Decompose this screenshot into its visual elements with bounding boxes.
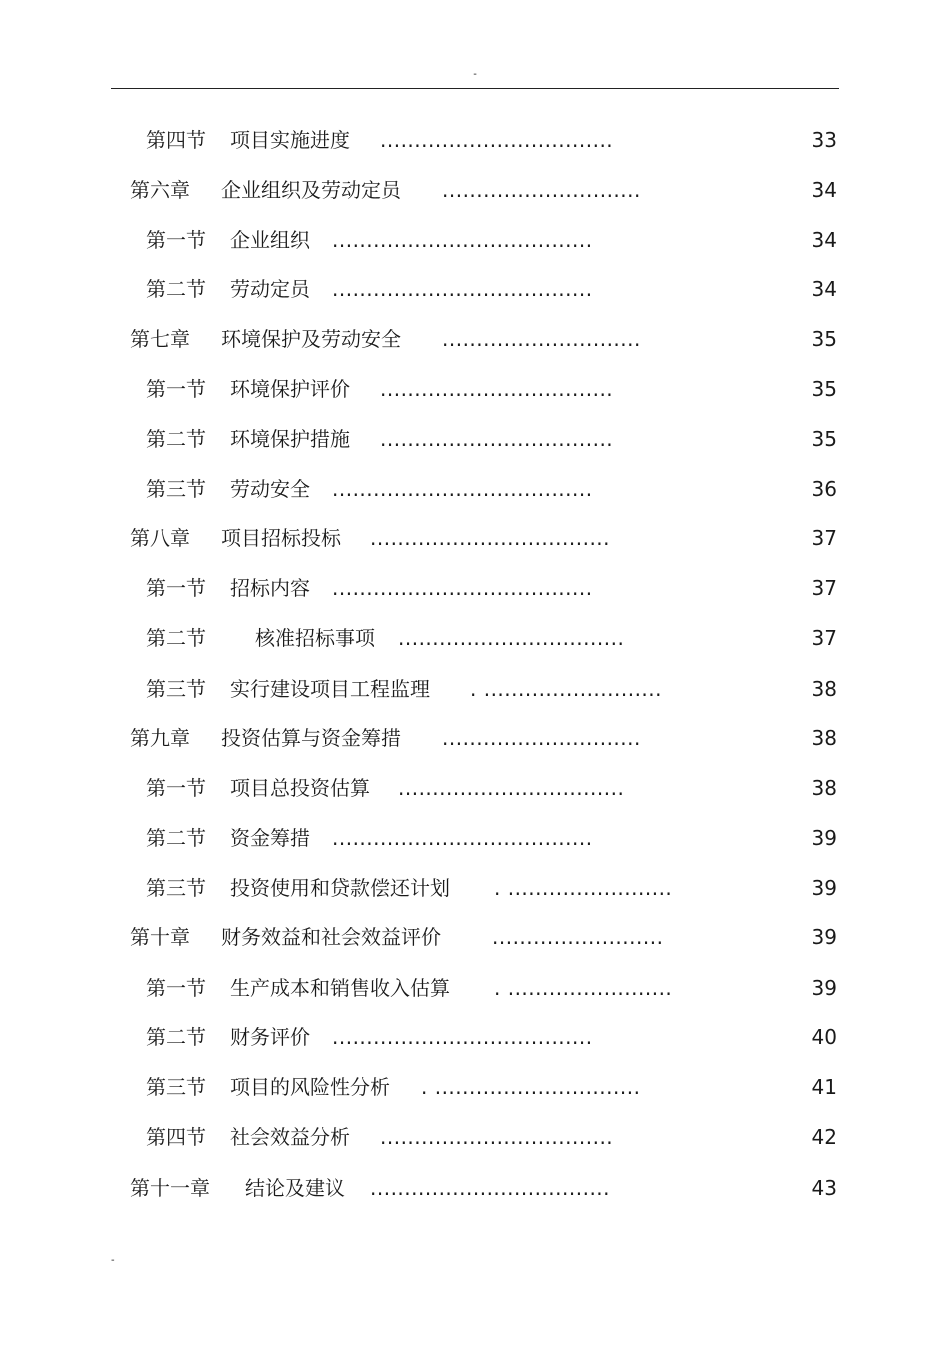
toc-entry[interactable] — [0, 613, 950, 663]
toc-number: 第六章 — [130, 178, 190, 202]
toc-page-number: 36 — [811, 477, 837, 501]
toc-leader: . ........................ — [494, 976, 673, 1000]
toc-title: 项目的风险性分析 — [230, 1075, 390, 1099]
toc-entry[interactable] — [0, 314, 950, 364]
toc-entry[interactable] — [0, 963, 950, 1013]
toc-entry[interactable] — [0, 664, 950, 714]
toc-page-number: 35 — [811, 327, 837, 351]
toc-number: 第七章 — [130, 327, 190, 351]
toc-page-number: 39 — [811, 976, 837, 1000]
toc-number: 第四节 — [146, 1125, 206, 1149]
toc-entry[interactable] — [0, 165, 950, 215]
toc-title: 项目实施进度 — [230, 128, 350, 152]
toc-leader: .................................. — [380, 427, 614, 451]
toc-entry[interactable] — [0, 513, 950, 563]
toc-number: 第一节 — [146, 576, 206, 600]
toc-title: 生产成本和销售收入估算 — [230, 976, 450, 1000]
toc-page-number: 38 — [811, 677, 837, 701]
toc-leader: .................................. — [380, 1125, 614, 1149]
toc-leader: ......................... — [492, 925, 664, 949]
toc-title: 环境保护及劳动安全 — [221, 327, 401, 351]
toc-entry[interactable] — [0, 863, 950, 913]
toc-page-number: 37 — [811, 526, 837, 550]
toc-title: 企业组织 — [230, 228, 310, 252]
toc-leader: ...................................... — [332, 576, 593, 600]
toc-number: 第二节 — [146, 826, 206, 850]
toc-entry[interactable] — [0, 1062, 950, 1112]
toc-leader: ...................................... — [332, 826, 593, 850]
toc-leader: .................................. — [380, 128, 614, 152]
toc-number: 第二节 — [146, 626, 206, 650]
toc-number: 第一节 — [146, 228, 206, 252]
toc-title: 资金筹措 — [230, 826, 310, 850]
toc-title: 劳动安全 — [230, 477, 310, 501]
toc-title: 核准招标事项 — [255, 626, 375, 650]
toc-leader: ................................. — [398, 776, 625, 800]
toc-page-number: 38 — [811, 726, 837, 750]
toc-title: 投资使用和贷款偿还计划 — [230, 876, 450, 900]
toc-page-number: 38 — [811, 776, 837, 800]
toc-title: 招标内容 — [230, 576, 310, 600]
toc-title: 项目总投资估算 — [230, 776, 370, 800]
toc-title: 社会效益分析 — [230, 1125, 350, 1149]
toc-entry[interactable] — [0, 763, 950, 813]
toc-entry[interactable] — [0, 464, 950, 514]
toc-number: 第二节 — [146, 1025, 206, 1049]
toc-page-number: 35 — [811, 427, 837, 451]
toc-page-number: 39 — [811, 876, 837, 900]
toc-page-number: 43 — [811, 1176, 837, 1200]
toc-page-number: 41 — [811, 1075, 837, 1099]
toc-entry[interactable] — [0, 264, 950, 314]
toc-title: 项目招标投标 — [221, 526, 341, 550]
toc-entry[interactable] — [0, 813, 950, 863]
toc-entry[interactable] — [0, 115, 950, 165]
toc-page-number: 37 — [811, 626, 837, 650]
toc-leader: ............................. — [442, 178, 641, 202]
toc-leader: ...................................... — [332, 1025, 593, 1049]
toc-title: 环境保护评价 — [230, 377, 350, 401]
toc-title: 投资估算与资金筹措 — [221, 726, 401, 750]
toc-page-number: 35 — [811, 377, 837, 401]
toc-leader: ............................. — [442, 726, 641, 750]
toc-page-number: 37 — [811, 576, 837, 600]
toc-page-number: 40 — [811, 1025, 837, 1049]
toc-leader: ...................................... — [332, 477, 593, 501]
toc-title: 企业组织及劳动定员 — [221, 178, 401, 202]
toc-entry[interactable] — [0, 713, 950, 763]
toc-entry[interactable] — [0, 1163, 950, 1213]
toc-title: 结论及建议 — [245, 1176, 345, 1200]
header-rule — [111, 88, 839, 89]
toc-leader: . .......................... — [470, 677, 663, 701]
header-mark: - — [473, 69, 477, 80]
toc-page-number: 34 — [811, 228, 837, 252]
toc-leader: .................................. — [380, 377, 614, 401]
toc-number: 第一节 — [146, 776, 206, 800]
toc-page-number: 34 — [811, 178, 837, 202]
footer-mark: - — [111, 1255, 115, 1266]
toc-number: 第二节 — [146, 427, 206, 451]
toc-entry[interactable] — [0, 563, 950, 613]
toc-leader: ............................. — [442, 327, 641, 351]
toc-entry[interactable] — [0, 912, 950, 962]
toc-number: 第三节 — [146, 677, 206, 701]
toc-entry[interactable] — [0, 1012, 950, 1062]
toc-page-number: 39 — [811, 925, 837, 949]
toc-entry[interactable] — [0, 414, 950, 464]
toc-leader: ................................... — [370, 1176, 611, 1200]
toc-number: 第十一章 — [130, 1176, 210, 1200]
toc-leader: . ........................ — [494, 876, 673, 900]
toc-number: 第一节 — [146, 377, 206, 401]
toc-title: 财务效益和社会效益评价 — [221, 925, 441, 949]
toc-page-number: 34 — [811, 277, 837, 301]
toc-title: 劳动定员 — [230, 277, 310, 301]
toc-title: 实行建设项目工程监理 — [230, 677, 430, 701]
toc-number: 第九章 — [130, 726, 190, 750]
toc-leader: . .............................. — [421, 1075, 641, 1099]
toc-leader: ...................................... — [332, 228, 593, 252]
toc-entry[interactable] — [0, 215, 950, 265]
toc-title: 环境保护措施 — [230, 427, 350, 451]
toc-entry[interactable] — [0, 364, 950, 414]
toc-number: 第十章 — [130, 925, 190, 949]
toc-page-number: 39 — [811, 826, 837, 850]
toc-leader: ................................. — [398, 626, 625, 650]
toc-number: 第三节 — [146, 1075, 206, 1099]
toc-leader: ...................................... — [332, 277, 593, 301]
toc-title: 财务评价 — [230, 1025, 310, 1049]
toc-number: 第三节 — [146, 477, 206, 501]
toc-page-number: 42 — [811, 1125, 837, 1149]
toc-number: 第八章 — [130, 526, 190, 550]
toc-number: 第一节 — [146, 976, 206, 1000]
toc-number: 第四节 — [146, 128, 206, 152]
toc-number: 第三节 — [146, 876, 206, 900]
toc-number: 第二节 — [146, 277, 206, 301]
toc-entry[interactable] — [0, 1112, 950, 1162]
toc-leader: ................................... — [370, 526, 611, 550]
toc-page-number: 33 — [811, 128, 837, 152]
